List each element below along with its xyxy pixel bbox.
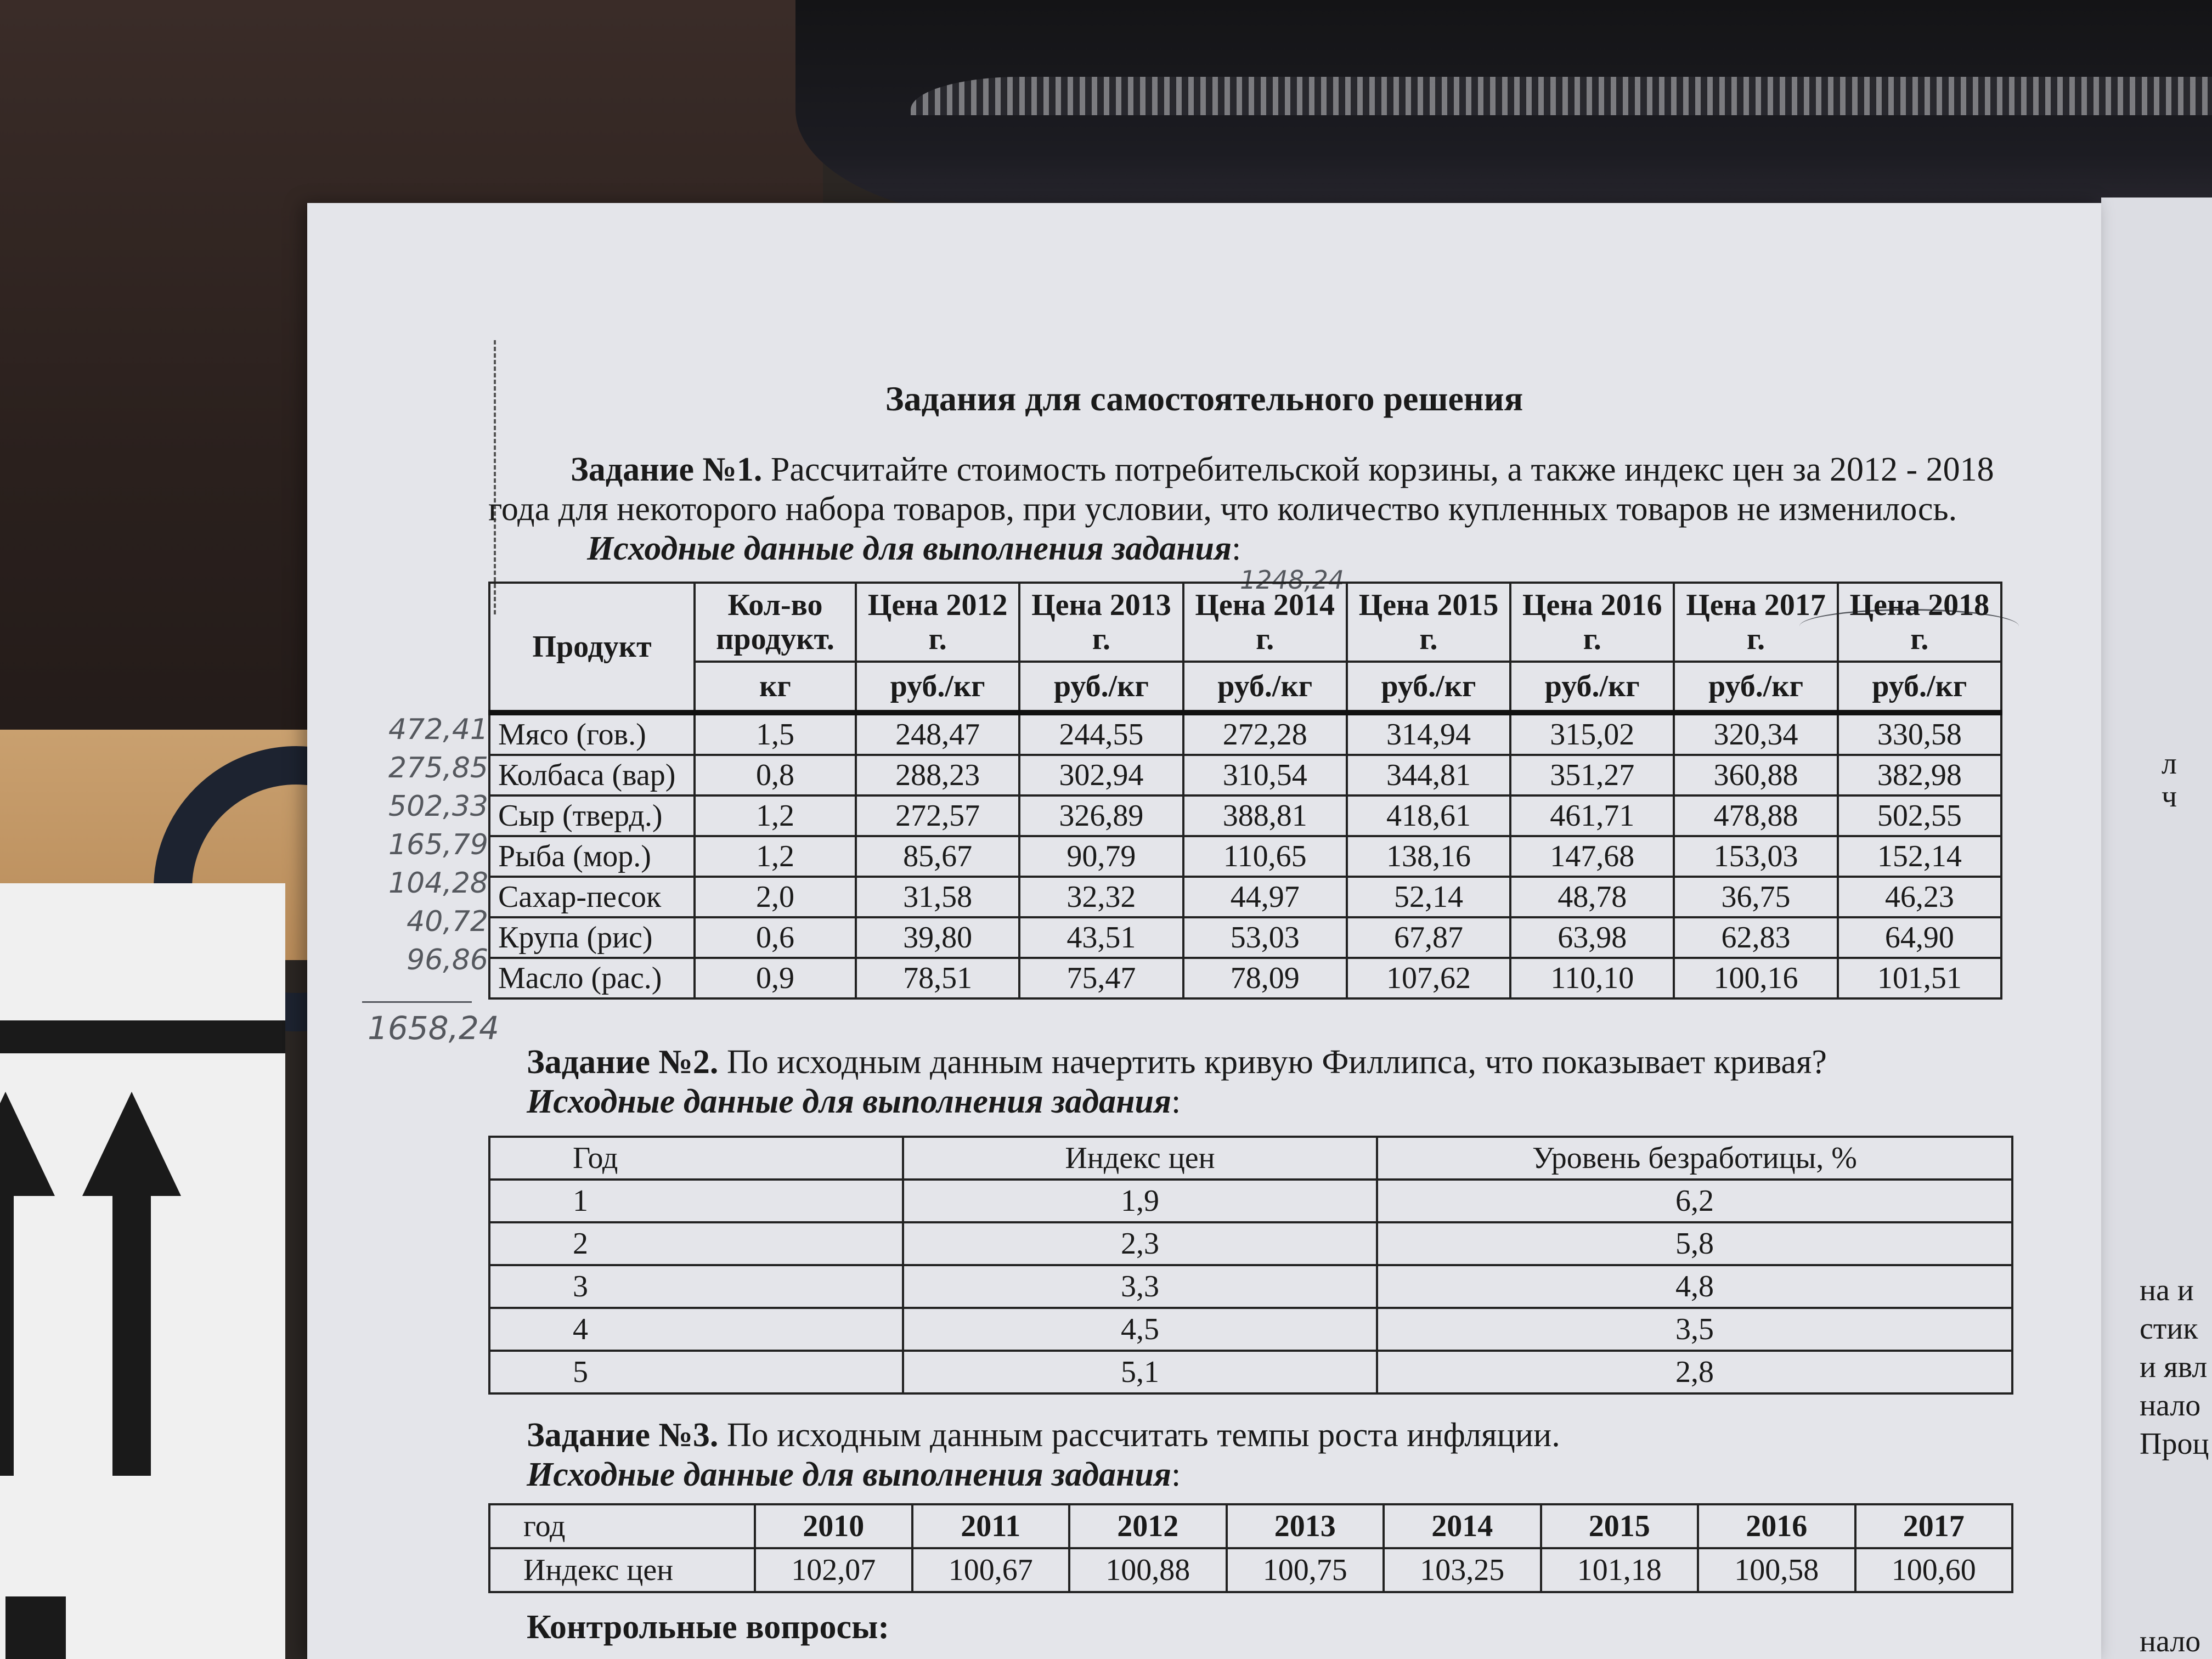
price-cell: 85,67 — [856, 836, 1019, 877]
year-cell: 2013 — [1227, 1504, 1384, 1548]
year-cell: 1 — [489, 1180, 903, 1222]
task1-text — [488, 450, 2024, 568]
task3-subtitle: Исходные данные для выполнения задания — [527, 1456, 1171, 1493]
table-row — [489, 1222, 2012, 1265]
adjacent-text: и явл — [2140, 1350, 2208, 1384]
unemployment-cell: 4,8 — [1377, 1265, 2012, 1308]
column-header-price: Цена 2012 г. — [856, 583, 1019, 662]
price-index-cell: 100,60 — [1855, 1548, 2013, 1592]
unit-header: руб./кг — [1674, 662, 1837, 713]
handwritten-row-cost: 40,72 — [407, 905, 488, 938]
year-cell: 2012 — [1069, 1504, 1227, 1548]
price-cell: 110,10 — [1510, 958, 1674, 998]
unit-header: руб./кг — [1838, 662, 2001, 713]
control-questions-heading — [488, 1607, 2024, 1647]
price-cell: 388,81 — [1183, 795, 1347, 836]
adjacent-text: нало — [2140, 1389, 2201, 1423]
quantity-cell: 1,2 — [695, 836, 856, 877]
price-cell: 31,58 — [856, 877, 1019, 917]
price-cell: 78,09 — [1183, 958, 1347, 998]
quantity-cell: 0,9 — [695, 958, 856, 998]
price-index-cell: 2,3 — [903, 1222, 1377, 1265]
column-header-price: Цена 2015 г. — [1347, 583, 1510, 662]
sign-stripe — [0, 1020, 285, 1053]
price-cell: 63,98 — [1510, 917, 1674, 958]
task2-text — [488, 1042, 2024, 1121]
table-row — [489, 836, 2001, 877]
price-cell: 78,51 — [856, 958, 1019, 998]
adjacent-text: стик — [2140, 1312, 2198, 1346]
quantity-cell: 1,5 — [695, 713, 856, 755]
price-cell: 75,47 — [1019, 958, 1183, 998]
quantity-cell: 0,6 — [695, 917, 856, 958]
handwritten-row-cost: 104,28 — [388, 867, 488, 900]
price-index-cell: 100,58 — [1698, 1548, 1855, 1592]
year-cell: 2016 — [1698, 1504, 1855, 1548]
adjacent-text: ч — [2162, 780, 2177, 814]
handwritten-total: 1658,24 — [368, 1009, 499, 1047]
year-cell: 4 — [489, 1308, 903, 1351]
price-cell: 152,14 — [1838, 836, 2001, 877]
price-index-cell: 5,1 — [903, 1351, 1377, 1393]
price-cell: 320,34 — [1674, 713, 1837, 755]
price-index-cell: 4,5 — [903, 1308, 1377, 1351]
handwritten-row-cost: 165,79 — [388, 828, 488, 861]
table-row — [489, 958, 2001, 998]
adjacent-text: Проц — [2140, 1427, 2209, 1461]
price-cell: 153,03 — [1674, 836, 1837, 877]
price-cell: 502,55 — [1838, 795, 2001, 836]
task2-description: По исходным данным начертить кривую Филлипса, что показывает кривая? — [726, 1043, 1827, 1081]
sign-arrow-icon — [82, 1092, 181, 1196]
handwritten-note: 1248,24 — [1240, 565, 1345, 595]
product-name-cell: Рыба (мор.) — [489, 836, 695, 877]
table-row — [489, 1308, 2012, 1351]
task2-subtitle: Исходные данные для выполнения задания — [527, 1083, 1171, 1120]
price-cell: 46,23 — [1838, 877, 2001, 917]
table-row — [489, 713, 2001, 755]
price-cell: 330,58 — [1838, 713, 2001, 755]
price-cell: 43,51 — [1019, 917, 1183, 958]
product-name-cell: Масло (рас.) — [489, 958, 695, 998]
unit-header: руб./кг — [1019, 662, 1183, 713]
sign-arrow-shaft — [0, 1190, 14, 1476]
table-row — [489, 1265, 2012, 1308]
price-cell: 110,65 — [1183, 836, 1347, 877]
price-cell: 272,28 — [1183, 713, 1347, 755]
row-header-price-index: Индекс цен — [489, 1548, 755, 1592]
handwritten-row-cost: 275,85 — [388, 752, 488, 785]
handwritten-sum-line — [362, 1001, 472, 1003]
unemployment-cell: 3,5 — [1377, 1308, 2012, 1351]
handwritten-row-cost: 472,41 — [388, 713, 488, 746]
adjacent-text: нало — [2140, 1624, 2201, 1658]
price-cell: 315,02 — [1510, 713, 1674, 755]
sign-mark — [5, 1596, 66, 1659]
task3-table — [488, 1503, 2013, 1593]
unemployment-cell: 5,8 — [1377, 1222, 2012, 1265]
price-cell: 67,87 — [1347, 917, 1510, 958]
year-cell: 2010 — [755, 1504, 912, 1548]
price-cell: 52,14 — [1347, 877, 1510, 917]
year-cell: 5 — [489, 1351, 903, 1393]
task1-table — [488, 582, 2002, 1000]
column-header-price: Цена 2013 г. — [1019, 583, 1183, 662]
task1-table-body — [489, 713, 2001, 998]
price-cell: 326,89 — [1019, 795, 1183, 836]
year-cell: 2014 — [1384, 1504, 1541, 1548]
control-questions-label: Контрольные вопросы: — [527, 1609, 890, 1646]
unit-header: руб./кг — [1347, 662, 1510, 713]
table-row — [489, 1180, 2012, 1222]
price-cell: 382,98 — [1838, 755, 2001, 795]
task3-text — [488, 1415, 2024, 1494]
unemployment-cell: 6,2 — [1377, 1180, 2012, 1222]
task1-label: Задание №1. — [571, 451, 763, 488]
column-header-price: Цена 2014 г. — [1183, 583, 1347, 662]
price-index-cell: 100,88 — [1069, 1548, 1227, 1592]
product-name-cell: Мясо (гов.) — [489, 713, 695, 755]
sign-arrow-shaft — [112, 1190, 151, 1476]
product-name-cell: Колбаса (вар) — [489, 755, 695, 795]
price-cell: 244,55 — [1019, 713, 1183, 755]
price-cell: 53,03 — [1183, 917, 1347, 958]
task2-table — [488, 1136, 2013, 1395]
task3-label: Задание №3. — [527, 1417, 719, 1454]
unit-header: руб./кг — [1183, 662, 1347, 713]
product-name-cell: Сыр (тверд.) — [489, 795, 695, 836]
column-header-year: Год — [489, 1137, 903, 1180]
column-header-unemployment: Уровень безработицы, % — [1377, 1137, 2012, 1180]
price-index-cell: 101,18 — [1541, 1548, 1699, 1592]
price-cell: 344,81 — [1347, 755, 1510, 795]
task1-line1: Рассчитайте стоимость потребительской корзины, а также индекс цен за 2012 - 2018 — [770, 451, 1994, 488]
price-cell: 32,32 — [1019, 877, 1183, 917]
price-cell: 461,71 — [1510, 795, 1674, 836]
adjacent-page — [2101, 198, 2212, 1659]
year-cell: 2011 — [912, 1504, 1070, 1548]
task1-subtitle: Исходные данные для выполнения задания — [587, 530, 1232, 567]
price-index-cell: 100,67 — [912, 1548, 1070, 1592]
handwritten-row-cost: 96,86 — [407, 944, 488, 977]
sign-arrow-icon — [0, 1092, 55, 1196]
background-sign — [0, 883, 285, 1659]
price-cell: 288,23 — [856, 755, 1019, 795]
product-name-cell: Крупа (рис) — [489, 917, 695, 958]
price-cell: 351,27 — [1510, 755, 1674, 795]
bag-zipper — [911, 77, 2212, 115]
table-row — [489, 755, 2001, 795]
task2-subtitle-suffix: : — [1171, 1083, 1181, 1120]
price-cell: 101,51 — [1838, 958, 2001, 998]
year-cell: 3 — [489, 1265, 903, 1308]
price-cell: 90,79 — [1019, 836, 1183, 877]
task1-line2: года для некоторого набора товаров, при условии, что количество купленных товаров не изменилось. — [488, 490, 1957, 528]
page-title: Задания для самостоятельного решения — [885, 379, 1523, 418]
price-cell: 39,80 — [856, 917, 1019, 958]
quantity-cell: 1,2 — [695, 795, 856, 836]
price-cell: 48,78 — [1510, 877, 1674, 917]
price-index-cell: 102,07 — [755, 1548, 912, 1592]
price-cell: 478,88 — [1674, 795, 1837, 836]
product-name-cell: Сахар-песок — [489, 877, 695, 917]
price-cell: 44,97 — [1183, 877, 1347, 917]
column-header-price-index: Индекс цен — [903, 1137, 1377, 1180]
price-index-cell: 1,9 — [903, 1180, 1377, 1222]
price-index-cell: 100,75 — [1227, 1548, 1384, 1592]
price-cell: 314,94 — [1347, 713, 1510, 755]
unit-header: кг — [695, 662, 856, 713]
price-cell: 36,75 — [1674, 877, 1837, 917]
price-cell: 248,47 — [856, 713, 1019, 755]
adjacent-text: л — [2162, 747, 2177, 781]
price-cell: 360,88 — [1674, 755, 1837, 795]
price-cell: 62,83 — [1674, 917, 1837, 958]
price-cell: 138,16 — [1347, 836, 1510, 877]
table-row — [489, 877, 2001, 917]
year-cell: 2 — [489, 1222, 903, 1265]
adjacent-text: на и — [2140, 1273, 2194, 1307]
price-cell: 64,90 — [1838, 917, 2001, 958]
price-cell: 302,94 — [1019, 755, 1183, 795]
unit-header: руб./кг — [856, 662, 1019, 713]
quantity-cell: 0,8 — [695, 755, 856, 795]
price-cell: 107,62 — [1347, 958, 1510, 998]
price-cell: 418,61 — [1347, 795, 1510, 836]
column-header-price: Цена 2017 г. — [1674, 583, 1837, 662]
handwritten-row-cost: 502,33 — [388, 790, 488, 823]
task3-description: По исходным данным рассчитать темпы роста инфляции. — [726, 1417, 1560, 1454]
column-header-quantity: Кол-во продукт. — [695, 583, 856, 662]
price-index-cell: 3,3 — [903, 1265, 1377, 1308]
document-page — [307, 203, 2101, 1659]
unit-header: руб./кг — [1510, 662, 1674, 713]
price-cell: 100,16 — [1674, 958, 1837, 998]
column-header-product: Продукт — [489, 583, 695, 713]
table-row — [489, 1351, 2012, 1393]
row-header-year: год — [489, 1504, 755, 1548]
price-cell: 147,68 — [1510, 836, 1674, 877]
task2-table-body — [489, 1180, 2012, 1393]
price-cell: 310,54 — [1183, 755, 1347, 795]
task3-subtitle-suffix: : — [1171, 1456, 1181, 1493]
handwritten-row-costs — [362, 710, 488, 979]
price-index-cell: 103,25 — [1384, 1548, 1541, 1592]
table-row — [489, 795, 2001, 836]
price-cell: 272,57 — [856, 795, 1019, 836]
task2-label: Задание №2. — [527, 1043, 719, 1081]
column-header-price: Цена 2018 г. — [1838, 583, 2001, 662]
unemployment-cell: 2,8 — [1377, 1351, 2012, 1393]
quantity-cell: 2,0 — [695, 877, 856, 917]
table-row — [489, 917, 2001, 958]
year-cell: 2015 — [1541, 1504, 1699, 1548]
column-header-price: Цена 2016 г. — [1510, 583, 1674, 662]
task1-subtitle-suffix: : — [1231, 530, 1242, 567]
year-cell: 2017 — [1855, 1504, 2013, 1548]
